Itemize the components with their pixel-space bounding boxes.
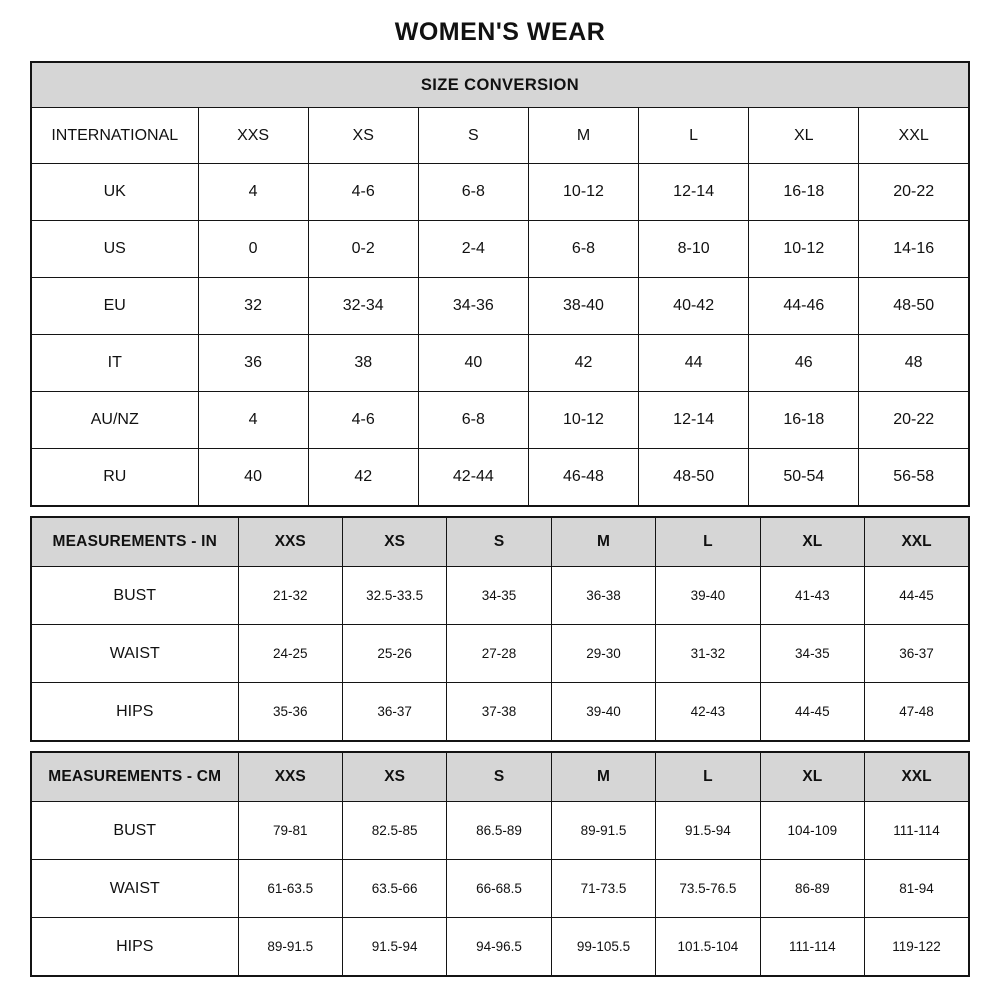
measurements-in-table <box>30 516 970 742</box>
table-cell: 86-89 <box>760 860 864 918</box>
size-column-header: XS <box>342 752 446 802</box>
table-cell: 16-18 <box>749 392 859 449</box>
table-cell: 46-48 <box>528 449 638 507</box>
table-row <box>31 392 969 449</box>
table-cell: 40 <box>198 449 308 507</box>
table-cell: 0 <box>198 221 308 278</box>
table-cell: 24-25 <box>238 625 342 683</box>
table-cell: 40 <box>418 335 528 392</box>
table-cell: 36-37 <box>342 683 446 742</box>
table-cell: 14-16 <box>859 221 969 278</box>
size-column-header: XL <box>749 108 859 164</box>
row-label: WAIST <box>31 625 238 683</box>
table-cell: 42 <box>528 335 638 392</box>
table-cell: 81-94 <box>865 860 969 918</box>
table-cell: 10-12 <box>528 392 638 449</box>
size-column-header: XXL <box>865 752 969 802</box>
row-label: AU/NZ <box>31 392 198 449</box>
table-row <box>31 335 969 392</box>
table-cell: 48-50 <box>859 278 969 335</box>
size-column-header: XXS <box>238 517 342 567</box>
table-cell: 10-12 <box>749 221 859 278</box>
table-row <box>31 683 969 742</box>
table-cell: 4 <box>198 392 308 449</box>
table-cell: 50-54 <box>749 449 859 507</box>
table-cell: 42 <box>308 449 418 507</box>
table-cell: 38 <box>308 335 418 392</box>
table-cell: 39-40 <box>551 683 655 742</box>
size-column-header: XL <box>760 752 864 802</box>
size-column-header: L <box>656 752 760 802</box>
table-cell: 31-32 <box>656 625 760 683</box>
table-title: SIZE CONVERSION <box>31 62 969 108</box>
table-cell: 32.5-33.5 <box>342 567 446 625</box>
table-row <box>31 567 969 625</box>
table-cell: 86.5-89 <box>447 802 551 860</box>
table-cell: 89-91.5 <box>238 918 342 977</box>
table-cell: 111-114 <box>865 802 969 860</box>
table-cell: 6-8 <box>418 164 528 221</box>
table-cell: 44-45 <box>760 683 864 742</box>
table-cell: 39-40 <box>656 567 760 625</box>
table-cell: 66-68.5 <box>447 860 551 918</box>
table-title-row <box>31 62 969 108</box>
table-cell: 44-45 <box>865 567 969 625</box>
table-cell: 61-63.5 <box>238 860 342 918</box>
table-cell: 25-26 <box>342 625 446 683</box>
table-cell: 27-28 <box>447 625 551 683</box>
size-column-header: XXL <box>859 108 969 164</box>
table-cell: 91.5-94 <box>656 802 760 860</box>
table-cell: 36-38 <box>551 567 655 625</box>
row-label: EU <box>31 278 198 335</box>
column-header-row <box>31 108 969 164</box>
table-cell: 36 <box>198 335 308 392</box>
table-row <box>31 278 969 335</box>
table-cell: 73.5-76.5 <box>656 860 760 918</box>
table-cell: 82.5-85 <box>342 802 446 860</box>
measurements-cm-table <box>30 751 970 977</box>
table-cell: 99-105.5 <box>551 918 655 977</box>
size-column-header: XS <box>342 517 446 567</box>
table-cell: 12-14 <box>639 392 749 449</box>
table-cell: 111-114 <box>760 918 864 977</box>
table-cell: 34-35 <box>447 567 551 625</box>
table-cell: 44 <box>639 335 749 392</box>
table-cell: 16-18 <box>749 164 859 221</box>
column-header-row <box>31 752 969 802</box>
table-cell: 6-8 <box>418 392 528 449</box>
table-cell: 20-22 <box>859 392 969 449</box>
table-row <box>31 221 969 278</box>
table-cell: 8-10 <box>639 221 749 278</box>
table-cell: 104-109 <box>760 802 864 860</box>
table-cell: 89-91.5 <box>551 802 655 860</box>
table-cell: 6-8 <box>528 221 638 278</box>
table-row <box>31 918 969 977</box>
row-label: HIPS <box>31 918 238 977</box>
table-cell: 38-40 <box>528 278 638 335</box>
size-column-header: L <box>639 108 749 164</box>
table-cell: 4-6 <box>308 392 418 449</box>
row-label: BUST <box>31 567 238 625</box>
row-label: RU <box>31 449 198 507</box>
table-cell: 20-22 <box>859 164 969 221</box>
table-cell: 101.5-104 <box>656 918 760 977</box>
table-cell: 2-4 <box>418 221 528 278</box>
table-cell: 41-43 <box>760 567 864 625</box>
size-column-header: L <box>656 517 760 567</box>
table-row <box>31 802 969 860</box>
row-label: HIPS <box>31 683 238 742</box>
row-label: US <box>31 221 198 278</box>
size-column-header: M <box>528 108 638 164</box>
size-conversion-table <box>30 61 970 507</box>
table-cell: 36-37 <box>865 625 969 683</box>
page-title: WOMEN'S WEAR <box>394 18 606 46</box>
table-row <box>31 860 969 918</box>
size-column-header: M <box>551 517 655 567</box>
size-column-header: S <box>418 108 528 164</box>
size-column-header: XL <box>760 517 864 567</box>
size-column-header: S <box>447 517 551 567</box>
size-column-header: XXS <box>238 752 342 802</box>
table-cell: 91.5-94 <box>342 918 446 977</box>
row-label: UK <box>31 164 198 221</box>
table-cell: 34-35 <box>760 625 864 683</box>
table-cell: 63.5-66 <box>342 860 446 918</box>
table-cell: 46 <box>749 335 859 392</box>
table-cell: 37-38 <box>447 683 551 742</box>
table-cell: 35-36 <box>238 683 342 742</box>
table-title: MEASUREMENTS - CM <box>31 752 238 802</box>
size-column-header: XS <box>308 108 418 164</box>
table-title: MEASUREMENTS - IN <box>31 517 238 567</box>
size-column-header: S <box>447 752 551 802</box>
table-row <box>31 625 969 683</box>
column-header-row <box>31 517 969 567</box>
table-cell: 48-50 <box>639 449 749 507</box>
size-column-header: M <box>551 752 655 802</box>
size-column-header: XXL <box>865 517 969 567</box>
row-label: IT <box>31 335 198 392</box>
table-cell: 32-34 <box>308 278 418 335</box>
table-cell: 32 <box>198 278 308 335</box>
table-cell: 42-43 <box>656 683 760 742</box>
table-cell: 42-44 <box>418 449 528 507</box>
table-cell: 47-48 <box>865 683 969 742</box>
table-cell: 44-46 <box>749 278 859 335</box>
table-cell: 119-122 <box>865 918 969 977</box>
table-cell: 12-14 <box>639 164 749 221</box>
region-column-header: INTERNATIONAL <box>31 108 198 164</box>
row-label: BUST <box>31 802 238 860</box>
table-cell: 34-36 <box>418 278 528 335</box>
table-cell: 56-58 <box>859 449 969 507</box>
table-cell: 4-6 <box>308 164 418 221</box>
table-cell: 10-12 <box>528 164 638 221</box>
table-cell: 48 <box>859 335 969 392</box>
table-cell: 94-96.5 <box>447 918 551 977</box>
table-cell: 0-2 <box>308 221 418 278</box>
table-cell: 29-30 <box>551 625 655 683</box>
table-cell: 79-81 <box>238 802 342 860</box>
table-row <box>31 164 969 221</box>
row-label: WAIST <box>31 860 238 918</box>
table-cell: 21-32 <box>238 567 342 625</box>
table-cell: 4 <box>198 164 308 221</box>
size-column-header: XXS <box>198 108 308 164</box>
table-cell: 71-73.5 <box>551 860 655 918</box>
table-row <box>31 449 969 507</box>
table-cell: 40-42 <box>639 278 749 335</box>
